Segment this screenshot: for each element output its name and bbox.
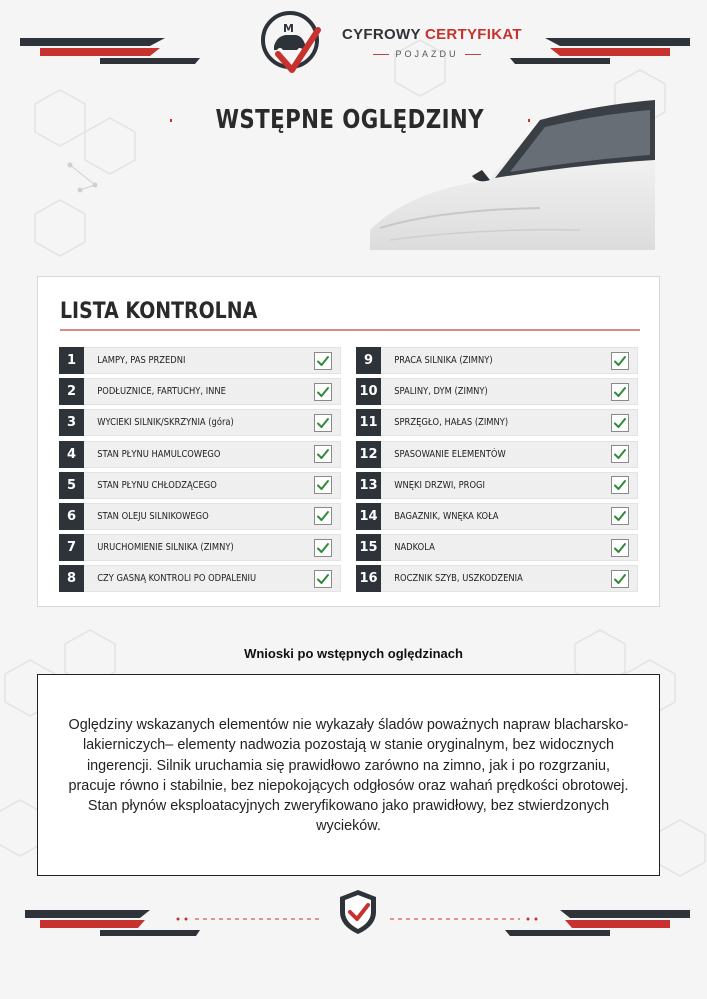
checklist-item-number: 7 — [59, 534, 84, 561]
logo-letter: M — [283, 22, 294, 35]
checklist-item-number: 10 — [356, 378, 381, 405]
divider — [465, 54, 481, 55]
checklist-row — [59, 441, 341, 468]
checklist-item-number: 4 — [59, 441, 84, 468]
checklist-row — [356, 503, 638, 530]
checkmark-icon — [316, 541, 330, 555]
checkmark-icon — [316, 447, 330, 461]
checkbox[interactable] — [611, 539, 629, 557]
checklist-row — [356, 565, 638, 592]
checklist-item-number: 8 — [59, 565, 84, 592]
checkbox[interactable] — [611, 352, 629, 370]
checklist-item-label: STAN PŁYNU CHŁODZĄCEGO — [97, 479, 217, 491]
checkmark-icon — [316, 478, 330, 492]
brand-subtitle — [342, 49, 512, 59]
checklist-row — [356, 378, 638, 405]
checklist-row — [356, 534, 638, 561]
checklist-row — [59, 565, 341, 592]
checklist-item-label: STAN PŁYNU HAMULCOWEGO — [97, 448, 221, 460]
checklist-item-number: 11 — [356, 409, 381, 436]
checkmark-icon — [316, 572, 330, 586]
shield-check-icon — [338, 888, 378, 936]
checklist-item-label: ROCZNIK SZYB, USZKODZENIA — [394, 573, 523, 585]
checklist-item-label: SPRZĘGŁO, HAŁAS (ZIMNY) — [394, 417, 509, 429]
checkmark-icon — [613, 509, 627, 523]
footer — [0, 880, 707, 999]
checkmark-icon — [613, 478, 627, 492]
checklist-item-number: 16 — [356, 565, 381, 592]
checkmark-icon — [316, 354, 330, 368]
checklist-row — [356, 472, 638, 499]
header — [0, 0, 707, 85]
shield-car-logo-icon — [260, 10, 324, 76]
checklist-item-label: LAMPY, PAS PRZEDNI — [97, 355, 186, 366]
conclusions-title: Wnioski po wstępnych oględzinach — [244, 646, 463, 661]
checklist-row — [59, 472, 341, 499]
checklist-title: LISTA KONTROLNA — [60, 299, 258, 324]
brand-name — [342, 26, 522, 59]
checklist-item-label: BAGAŻNIK, WNĘKA KOŁA — [394, 510, 499, 522]
checkmark-icon — [316, 509, 330, 523]
checklist-item-number: 13 — [356, 472, 381, 499]
brand-logo — [260, 10, 324, 76]
checklist-row — [59, 409, 341, 436]
checkmark-icon — [613, 416, 627, 430]
checklist-item-number: 3 — [59, 409, 84, 436]
conclusions-line: ingerencji. Silnik uruchamia się prawidłowo zarówno na zimno, jak i po rozgrzaniu, — [86, 757, 611, 774]
checkbox[interactable] — [611, 476, 629, 494]
checkmark-icon — [316, 416, 330, 430]
checkbox[interactable] — [611, 414, 629, 432]
checkbox[interactable] — [314, 414, 332, 432]
checkbox[interactable] — [611, 383, 629, 401]
checkmark-icon — [613, 572, 627, 586]
checklist-item-label: PODŁUŻNICE, FARTUCHY, INNE — [97, 386, 226, 398]
title-left-line — [170, 119, 172, 122]
checklist-item-label: SPALINY, DYM (ZIMNY) — [394, 386, 488, 398]
conclusions-text — [48, 715, 649, 837]
checkbox[interactable] — [314, 352, 332, 370]
checkbox[interactable] — [314, 383, 332, 401]
checkmark-icon — [613, 447, 627, 461]
checkmark-icon — [613, 354, 627, 368]
conclusions-line: Stan płynów eksploatacyjnych zweryfikowano jako prawidłowy, bez stwierdzonych — [87, 798, 610, 815]
checkbox[interactable] — [611, 570, 629, 588]
title-right-line — [528, 119, 530, 122]
checklist-item-number: 1 — [59, 347, 84, 374]
checkbox[interactable] — [314, 539, 332, 557]
checklist-row — [59, 347, 341, 374]
conclusions-line: wycieków. — [316, 818, 381, 835]
checklist-row — [356, 409, 638, 436]
checklist-row — [59, 378, 341, 405]
checklist-item-number: 6 — [59, 503, 84, 530]
checklist-row — [356, 441, 638, 468]
checklist-item-number: 9 — [356, 347, 381, 374]
page-heading — [170, 100, 530, 140]
checklist-item-number: 12 — [356, 441, 381, 468]
checkbox[interactable] — [611, 507, 629, 525]
checklist-row — [356, 347, 638, 374]
checklist-item-label: NADKOLA — [394, 542, 435, 554]
checkmark-icon — [316, 385, 330, 399]
checklist-item-label: CZY GASNĄ KONTROLI PO ODPALENIU — [97, 573, 257, 585]
checkbox[interactable] — [611, 445, 629, 463]
checkmark-icon — [613, 541, 627, 555]
checkbox[interactable] — [314, 445, 332, 463]
checklist-panel — [37, 276, 660, 607]
checklist-item-number: 14 — [356, 503, 381, 530]
checklist-row — [59, 503, 341, 530]
brand-word-1: CYFROWY — [342, 26, 421, 43]
checklist-item-label: PRACA SILNIKA (ZIMNY) — [394, 355, 493, 366]
checklist-item-number: 5 — [59, 472, 84, 499]
brand-subtitle-text: POJAZDU — [395, 49, 459, 59]
checkbox[interactable] — [314, 570, 332, 588]
footer-shield — [338, 888, 378, 936]
conclusions-line: Oględziny wskazanych elementów nie wykazały śladów poważnych napraw blacharsko- — [68, 717, 629, 733]
checklist-item-label: WNĘKI DRZWI, PROGI — [394, 479, 486, 491]
conclusions-box — [37, 674, 660, 876]
divider — [373, 54, 389, 55]
conclusions-line: lakierniczych– elementy nadwozia pozostają w stanie oryginalnym, bez widocznych — [82, 737, 615, 754]
page-title: WSTĘPNE OGLĘDZINY — [215, 105, 485, 135]
checklist-right-column — [356, 347, 638, 597]
checklist-left-column — [59, 347, 341, 597]
checklist-item-number: 2 — [59, 378, 84, 405]
checklist-item-label: SPASOWANIE ELEMENTÓW — [394, 448, 506, 460]
checklist-item-label: URUCHOMIENIE SILNIKA (ZIMNY) — [97, 542, 234, 554]
checklist-item-label: STAN OLEJU SILNIKOWEGO — [97, 510, 209, 522]
checkbox[interactable] — [314, 476, 332, 494]
conclusions-line: pracuje równo i stabilnie, bez niepokojących odgłosów oraz wahań prędkości obrotowej. — [68, 777, 629, 794]
checkbox[interactable] — [314, 507, 332, 525]
checklist-item-label: WYCIEKI SILNIK/SKRZYNIA (góra) — [97, 417, 234, 429]
brand-title — [342, 26, 522, 43]
checklist-divider — [60, 329, 640, 331]
checklist-item-number: 15 — [356, 534, 381, 561]
checklist-row — [59, 534, 341, 561]
brand-word-2: CERTYFIKAT — [424, 26, 522, 43]
checkmark-icon — [613, 385, 627, 399]
